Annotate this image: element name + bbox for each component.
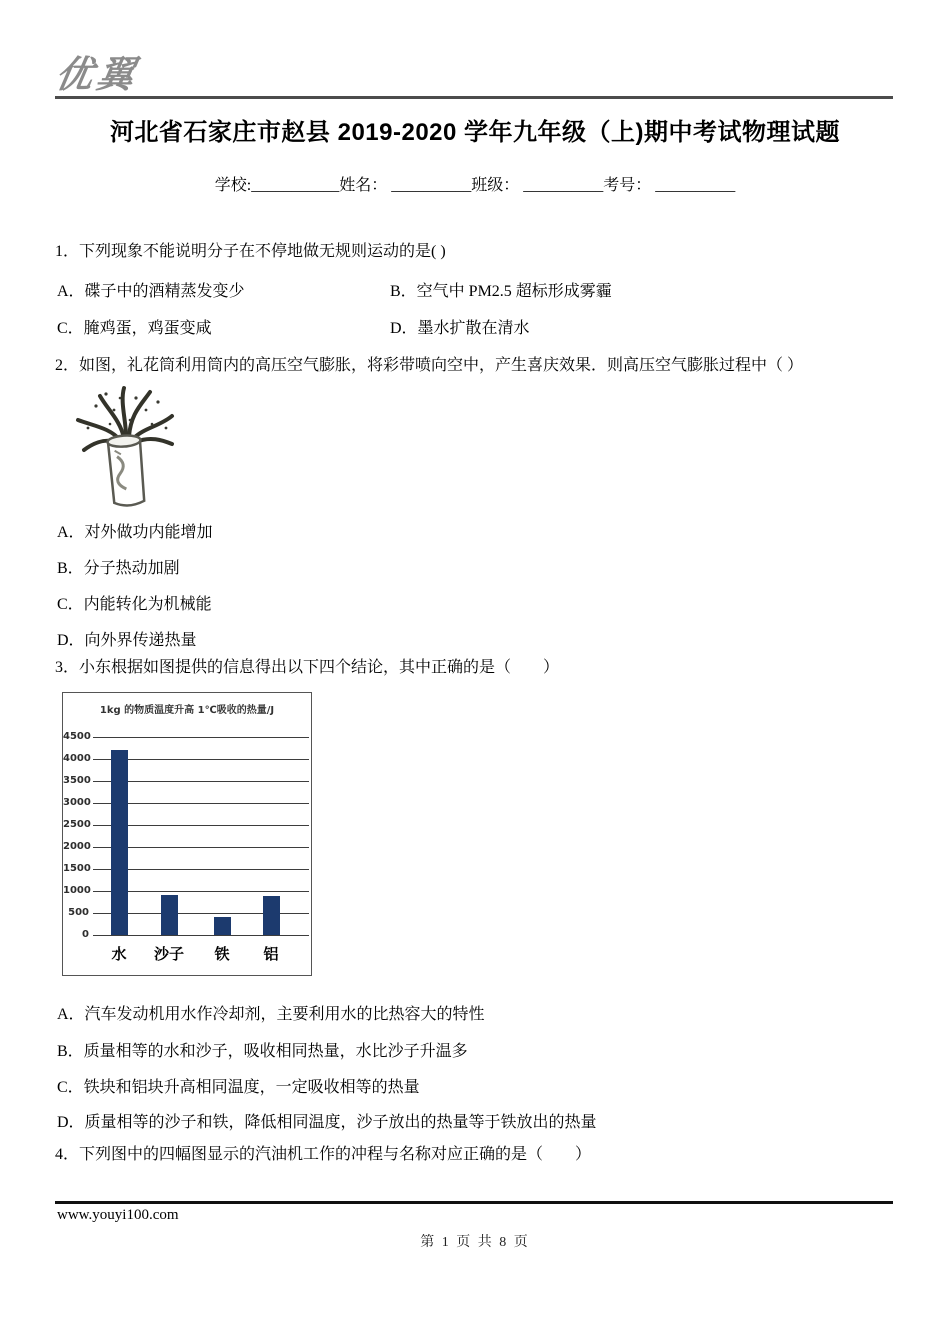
examno-label: 考号： <box>603 177 652 194</box>
info-line <box>0 172 950 195</box>
chart-ytick-label: 2500 <box>63 819 91 830</box>
q2-option-a: A．对外做功内能增加 <box>57 524 213 541</box>
header-rule <box>55 96 893 99</box>
class-blank: __________ <box>519 177 604 194</box>
chart-bar-3 <box>214 917 231 935</box>
q3-option-a: A．汽车发动机用水作冷却剂，主要利用水的比热容大的特性 <box>57 1006 485 1023</box>
footer-rule <box>55 1201 893 1204</box>
chart-xlabel: 铝 <box>263 945 279 963</box>
popper-tube <box>107 434 145 506</box>
chart-ytick-label: 0 <box>82 929 89 940</box>
q3-option-b: B．质量相等的水和沙子，吸收相同热量，水比沙子升温多 <box>57 1043 468 1060</box>
school-label: 学校: <box>214 177 252 194</box>
question-1-text: 1．下列现象不能说明分子在不停地做无规则运动的是( ) <box>55 243 446 260</box>
chart-ytick-label: 4500 <box>63 731 91 742</box>
question-4-text: 4．下列图中的四幅图显示的汽油机工作的冲程与名称对应正确的是（ ） <box>55 1146 592 1163</box>
q2-option-b: B．分子热动加剧 <box>57 560 180 577</box>
chart-ytick-label: 500 <box>68 907 89 918</box>
chart-xlabel: 铁 <box>214 945 230 963</box>
class-label: 班级： <box>471 177 520 194</box>
chart-ytick-label: 2000 <box>63 841 91 852</box>
chart-bar-2 <box>161 895 178 935</box>
q2-option-c: C．内能转化为机械能 <box>57 596 212 613</box>
chart-ytick-label: 1000 <box>63 885 91 896</box>
question-3-text: 3．小东根据如图提供的信息得出以下四个结论，其中正确的是（ ） <box>55 659 560 676</box>
chart-ytick-label: 1500 <box>63 863 91 874</box>
chart-xlabel: 沙子 <box>153 945 184 963</box>
exam-title: 河北省石家庄市赵县 2019-2020 学年九年级（上)期中考试物理试题 <box>109 119 841 146</box>
q1-option-c: C．腌鸡蛋，鸡蛋变咸 <box>57 320 212 337</box>
q1-option-b: B．空气中 PM2.5 超标形成雾霾 <box>390 283 612 300</box>
q2-option-d: D．向外界传递热量 <box>57 632 197 649</box>
school-field <box>215 177 339 194</box>
school-blank: ___________ <box>251 177 340 194</box>
chart-title: 1kg 的物质温度升高 1℃吸收的热量/J <box>99 705 275 716</box>
chart-xlabel: 水 <box>111 945 127 963</box>
examno-blank: __________ <box>651 177 736 194</box>
footer-page-indicator: 第 1 页 共 8 页 <box>420 1235 530 1250</box>
chart-bar-1 <box>111 750 128 935</box>
youyi-logo: 优翼 <box>52 53 142 96</box>
footer-site-url: www.youyi100.com <box>57 1207 179 1223</box>
q3-specific-heat-chart <box>62 692 312 976</box>
name-field <box>339 177 471 194</box>
chart-ytick-label: 4000 <box>63 753 91 764</box>
class-field <box>471 177 603 194</box>
chart-bar-4 <box>263 896 280 935</box>
chart-ytick-label: 3500 <box>63 775 91 786</box>
q1-option-a: A．碟子中的酒精蒸发变少 <box>57 283 245 300</box>
chart-ytick-label: 3000 <box>63 797 91 808</box>
examno-field <box>603 177 735 194</box>
question-2-text: 2．如图，礼花筒利用筒内的高压空气膨胀，将彩带喷向空中，产生喜庆效果．则高压空气膨胀过程中（ ） <box>55 357 804 374</box>
q1-option-d: D．墨水扩散在清水 <box>390 320 530 337</box>
chart-gridline <box>93 737 309 738</box>
name-label: 姓名： <box>339 177 388 194</box>
name-blank: __________ <box>387 177 472 194</box>
q3-option-d: D．质量相等的沙子和铁，降低相同温度，沙子放出的热量等于铁放出的热量 <box>57 1114 597 1131</box>
chart-gridline <box>93 935 309 936</box>
confetti-popper-figure <box>62 380 192 512</box>
q3-option-c: C．铁块和铝块升高相同温度，一定吸收相等的热量 <box>57 1079 420 1096</box>
